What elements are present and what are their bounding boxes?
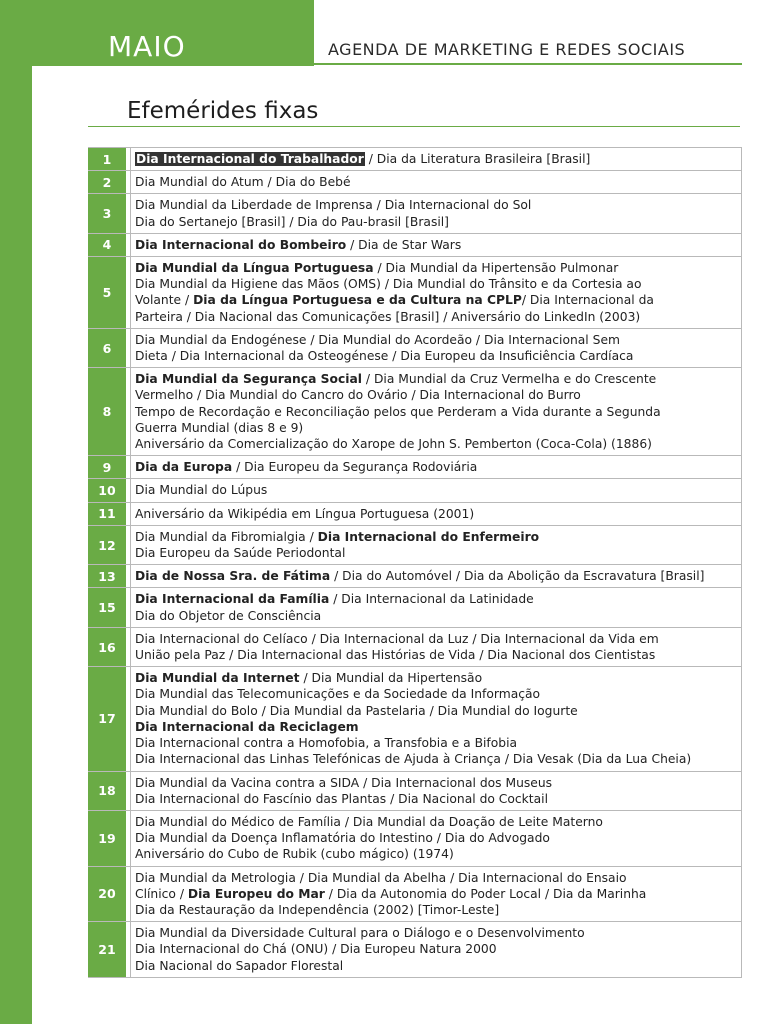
observance-line — [135, 751, 735, 767]
observance-text: / Dia Internacional da — [521, 293, 654, 308]
day-number: 11 — [88, 503, 130, 525]
observance-emphasis: Dia da Língua Portuguesa e da Cultura na CPLP — [193, 293, 522, 308]
observances-cell — [130, 234, 742, 256]
observances-cell — [130, 867, 742, 922]
observances-cell — [130, 588, 742, 626]
day-number: 17 — [88, 667, 130, 770]
observance-line — [135, 482, 735, 498]
month-title: MAIO — [108, 30, 186, 63]
table-row — [88, 526, 742, 565]
observance-line — [135, 214, 735, 230]
table-row — [88, 368, 742, 456]
observance-line — [135, 647, 735, 663]
observance-line — [135, 814, 735, 830]
observances-cell — [130, 811, 742, 866]
table-row — [88, 667, 742, 771]
day-number: 8 — [88, 368, 130, 455]
observance-line — [135, 506, 735, 522]
observance-text: Dia Nacional do Sapador Florestal — [135, 958, 344, 973]
observance-text: Dia Internacional do Celíaco / Dia Internacional da Luz / Dia Internacional da Vida em — [135, 631, 659, 646]
observance-text: Dia Mundial das Telecomunicações e da Sociedade da Informação — [135, 687, 541, 702]
observances-cell — [130, 479, 742, 501]
observance-text: Vermelho / Dia Mundial do Cancro do Ovário / Dia Internacional do Burro — [135, 388, 581, 403]
observance-text: / Dia do Automóvel / Dia da Abolição da Escravatura [Brasil] — [330, 569, 705, 584]
observance-text: Dia Mundial da Vacina contra a SIDA / Dia Internacional dos Museus — [135, 775, 553, 790]
observance-text: Clínico / — [135, 886, 188, 901]
observance-line — [135, 902, 735, 918]
observance-text: / Dia da Literatura Brasileira [Brasil] — [364, 152, 591, 166]
observance-line — [135, 545, 735, 561]
left-accent-bar — [0, 0, 32, 1024]
observance-emphasis: Dia Internacional da Reciclagem — [135, 719, 359, 734]
agenda-title: AGENDA DE MARKETING E REDES SOCIAIS — [328, 40, 686, 59]
observance-text: Volante / — [135, 293, 194, 308]
observance-emphasis: Dia de Nossa Sra. de Fátima — [135, 569, 331, 584]
observances-cell — [130, 628, 742, 666]
observance-emphasis: Dia Internacional do Enfermeiro — [317, 529, 540, 544]
table-row — [88, 628, 742, 667]
header-divider — [314, 63, 742, 65]
observance-emphasis: Dia Europeu do Mar — [187, 886, 325, 901]
day-number: 20 — [88, 867, 130, 922]
day-number: 16 — [88, 628, 130, 666]
observance-text: União pela Paz / Dia Internacional das Histórias de Vida / Dia Nacional dos Cientistas — [135, 648, 656, 663]
day-number: 13 — [88, 565, 130, 587]
table-row — [88, 565, 742, 588]
observance-text: / Dia de Star Wars — [346, 237, 462, 252]
day-number: 5 — [88, 257, 130, 328]
observance-line — [135, 276, 735, 292]
observance-line — [135, 459, 735, 475]
observance-text: Dia Internacional das Linhas Telefónicas de Ajuda à Criança / Dia Vesak (Dia da Lua Cheia) — [135, 752, 692, 767]
observance-line — [135, 591, 735, 607]
observance-text: Dia Mundial do Médico de Família / Dia Mundial da Doação de Leite Materno — [135, 814, 603, 829]
observances-cell — [130, 148, 742, 170]
observances-cell — [130, 456, 742, 478]
observance-text: Parteira / Dia Nacional das Comunicações [Brasil] / Aniversário do LinkedIn (2003) — [135, 309, 641, 324]
observance-text: / Dia Mundial da Hipertensão Pulmonar — [373, 261, 619, 276]
observance-emphasis: Dia Mundial da Segurança Social — [135, 372, 362, 387]
observance-text: Dia Mundial da Liberdade de Imprensa / Dia Internacional do Sol — [135, 198, 532, 213]
observance-text: Dia Mundial do Lúpus — [135, 483, 268, 498]
table-row — [88, 772, 742, 811]
table-row — [88, 329, 742, 368]
observance-line — [135, 348, 735, 364]
table-row — [88, 588, 742, 627]
observance-line — [135, 608, 735, 624]
observances-cell — [130, 171, 742, 193]
observance-text: Dieta / Dia Internacional da Osteogénese / Dia Europeu da Insuficiência Cardíaca — [135, 349, 634, 364]
observance-text: Dia Mundial da Metrologia / Dia Mundial da Abelha / Dia Internacional do Ensaio — [135, 870, 627, 885]
observances-cell — [130, 922, 742, 977]
observance-line — [135, 775, 735, 791]
observance-text: / Dia Mundial da Hipertensão — [299, 671, 483, 686]
observances-cell — [130, 526, 742, 564]
observance-line — [135, 387, 735, 403]
observance-text: Dia Mundial do Bolo / Dia Mundial da Pastelaria / Dia Mundial do Iogurte — [135, 703, 578, 718]
observance-line — [135, 846, 735, 862]
observance-text: / Dia Internacional da Latinidade — [329, 592, 534, 607]
day-number: 21 — [88, 922, 130, 977]
observance-line — [135, 529, 735, 545]
observance-line — [135, 151, 735, 167]
observance-text: Aniversário do Cubo de Rubik (cubo mágico) (1974) — [135, 847, 454, 862]
observance-text: Aniversário da Comercialização do Xarope de John S. Pemberton (Coca-Cola) (1886) — [135, 437, 652, 452]
day-number: 19 — [88, 811, 130, 866]
day-number: 15 — [88, 588, 130, 626]
observances-cell — [130, 257, 742, 328]
observance-line — [135, 735, 735, 751]
observance-line — [135, 404, 735, 420]
observance-emphasis: Dia da Europa — [135, 460, 233, 475]
table-row — [88, 811, 742, 867]
observances-table — [88, 147, 742, 978]
table-row — [88, 194, 742, 233]
observance-text: Aniversário da Wikipédia em Língua Portuguesa (2001) — [135, 506, 475, 521]
day-number: 10 — [88, 479, 130, 501]
observance-line — [135, 237, 735, 253]
observance-text: Tempo de Recordação e Reconciliação pelos que Perderam a Vida durante a Segunda — [135, 404, 661, 419]
observance-line — [135, 670, 735, 686]
table-row — [88, 148, 742, 171]
table-row — [88, 234, 742, 257]
observance-text: / Dia da Autonomia do Poder Local / Dia da Marinha — [324, 886, 647, 901]
observance-line — [135, 371, 735, 387]
observance-line — [135, 197, 735, 213]
table-row — [88, 503, 742, 526]
observance-line — [135, 174, 735, 190]
observance-line — [135, 703, 735, 719]
observance-emphasis: Dia Internacional da Família — [135, 592, 330, 607]
table-row — [88, 456, 742, 479]
day-number: 3 — [88, 194, 130, 232]
observances-cell — [130, 194, 742, 232]
observance-text: Dia Mundial da Endogénese / Dia Mundial do Acordeão / Dia Internacional Sem — [135, 332, 620, 347]
observances-cell — [130, 772, 742, 810]
observance-line — [135, 631, 735, 647]
table-row — [88, 257, 742, 329]
observance-line — [135, 260, 735, 276]
observance-line — [135, 941, 735, 957]
observance-line — [135, 568, 735, 584]
observance-text: Dia Mundial da Diversidade Cultural para o Diálogo e o Desenvolvimento — [135, 926, 585, 941]
observances-cell — [130, 667, 742, 770]
day-number: 9 — [88, 456, 130, 478]
section-title: Efemérides fixas — [127, 98, 319, 124]
day-number: 1 — [88, 148, 130, 170]
table-row — [88, 922, 742, 978]
observance-text: Dia Europeu da Saúde Periodontal — [135, 546, 346, 561]
observance-emphasis: Dia Mundial da Língua Portuguesa — [135, 261, 374, 276]
observance-line — [135, 686, 735, 702]
observance-text: Dia Internacional contra a Homofobia, a Transfobia e a Bifobia — [135, 736, 518, 751]
day-number: 18 — [88, 772, 130, 810]
table-row — [88, 867, 742, 923]
observance-text: / Dia Mundial da Cruz Vermelha e do Crescente — [362, 372, 657, 387]
observance-line — [135, 292, 735, 308]
observance-emphasis: Dia Internacional do Trabalhador — [136, 152, 364, 166]
observance-emphasis: Dia Internacional do Bombeiro — [135, 237, 347, 252]
observances-cell — [130, 329, 742, 367]
observance-line — [135, 958, 735, 974]
observance-text: Guerra Mundial (dias 8 e 9) — [135, 420, 304, 435]
observance-line — [135, 791, 735, 807]
observance-line — [135, 886, 735, 902]
observance-text: Dia da Restauração da Independência (2002) [Timor-Leste] — [135, 902, 500, 917]
observance-text: Dia Mundial da Higiene das Mãos (OMS) / Dia Mundial do Trânsito e da Cortesia ao — [135, 277, 642, 292]
observance-text: Dia do Objetor de Consciência — [135, 608, 322, 623]
observance-line — [135, 309, 735, 325]
observance-text: Dia Mundial da Doença Inflamatória do Intestino / Dia do Advogado — [135, 831, 550, 846]
day-number: 2 — [88, 171, 130, 193]
observance-text: Dia Mundial do Atum / Dia do Bebé — [135, 175, 351, 190]
observance-line — [135, 436, 735, 452]
observance-emphasis: Dia Mundial da Internet — [135, 671, 300, 686]
observances-cell — [130, 503, 742, 525]
table-row — [88, 479, 742, 502]
observance-line — [135, 925, 735, 941]
observance-line — [135, 719, 735, 735]
observance-line — [135, 870, 735, 886]
table-row — [88, 171, 742, 194]
day-number: 6 — [88, 329, 130, 367]
observances-cell — [130, 565, 742, 587]
observance-text: Dia Mundial da Fibromialgia / — [135, 529, 318, 544]
section-divider — [88, 126, 740, 127]
observance-line — [135, 420, 735, 436]
observances-cell — [130, 368, 742, 455]
observance-text: / Dia Europeu da Segurança Rodoviária — [232, 460, 478, 475]
day-number: 12 — [88, 526, 130, 564]
observance-line — [135, 830, 735, 846]
observance-text: Dia do Sertanejo [Brasil] / Dia do Pau-brasil [Brasil] — [135, 214, 449, 229]
observance-text: Dia Internacional do Fascínio das Plantas / Dia Nacional do Cocktail — [135, 791, 548, 806]
observance-line — [135, 332, 735, 348]
day-number: 4 — [88, 234, 130, 256]
observance-text: Dia Internacional do Chá (ONU) / Dia Europeu Natura 2000 — [135, 942, 497, 957]
